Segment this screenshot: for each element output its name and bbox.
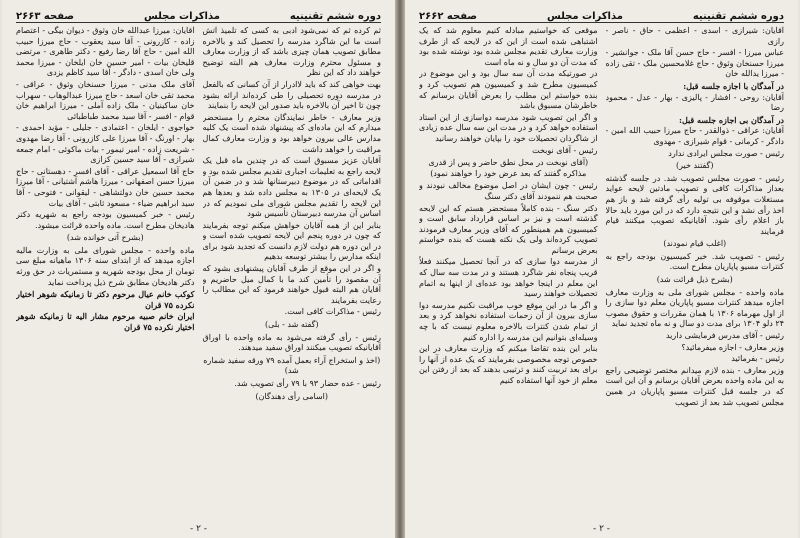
paragraph: رئیس - بفرمائید <box>731 354 784 364</box>
paragraph: آقایان: روحی - افشار - پالیزی - بهار - عدل - محمود رضا <box>605 92 784 113</box>
paragraph: بنابر این از همه آقایان خواهش میکنم توجه بفرمایند که چون در دوره پنجم این لایحه تصویب شده است و در این دوره هم دولت لازم دانست که تجدید شود برای اینکه مدارس را بیشتر توسعه بدهیم <box>202 220 381 262</box>
right-running-title: مذاکرات مجلس <box>546 11 623 22</box>
paragraph: ثم کرده ثم که نمی‌شود ادبی به کسی که تلمیذ آتش است ما این شاگرد مدرسه را تحصیل کند و بالاخره مطابق تصویب همان چیزی باشد که از وزارت معارف و مسئول محترم وزارت معارف هم البته توضیح خواهند داد که این نظر <box>202 26 381 78</box>
paragraph: موقعی که خواستیم مبادله کنیم معلوم شد که یک اشتباهی شده است از این که در لایحه که از طرف وزارت معارف تقدیم مجلس شده بود نوشته شده بود که مدت آن دو سال و نه ماه است <box>419 26 598 67</box>
paragraph: کوکب خانم عیال مرحوم دکتر تا زمانیکه شوهر اختیار نکرده ۷۵ قران <box>16 289 195 310</box>
right-folio: - ۲ - <box>592 524 611 534</box>
paragraph: وزیر معارف - اجازه میفرمائید؟ <box>681 342 784 352</box>
paragraph: رئیس - مذاکرات کافی است. <box>284 307 381 317</box>
right-page-left-column <box>419 26 598 520</box>
paragraph: رئیس - تصویب شد. خبر کمیسیون بودجه راجع به کنترات مسیو پاپاریان مطرح است. <box>605 251 784 272</box>
book-gutter <box>395 0 405 538</box>
left-page-columns <box>16 26 381 520</box>
paragraph: رئیس - خبر کمیسیون بودجه راجع به شهریه دکتر هادیخان مطرح است. ماده واحده قرائت میشود. <box>16 210 195 230</box>
paragraph: آقایان عزیز مسبوق است که در چندین ماه قبل یک لایحه راجع به تعلیمات اجباری تقدیم مجلس شده بود و اقداماتی که در موضوع دبیرستانها شد و در ضمن آن یک لایحه‌ای در ۱۳۰۵ به مجلس داده شد و بعدها هم این لایحه را تقدیم مجلس شورای ملی نمودیم که در اساس آن مدرسه دبیرستان تأسیس شود <box>202 156 381 219</box>
paragraph: ماده واحده - مجلس شورای ملی به وزارت مالیه اجازه میدهد که از ابتدای سنه ۱۳۰۶ ماهیانه مبلغ سی تومان از محل بودجه شهریه و مستمریات در حق ورثه دکتر هادیخان مطابق شرح ذیل پرداخت نماید <box>16 245 195 287</box>
left-running-title: مذاکرات مجلس <box>143 11 220 22</box>
paragraph: رئیس - رأی گرفته می‌شود به ماده واحده با اوراق آقایانیکه تصویب میکنند اوراق سفید میدهند. <box>202 332 381 353</box>
paragraph: عباس میرزا - افسر - حاج حسن آقا ملک - جوانشیر - میرزا حسنخان وثوق - حاج غلامحسین ملک - تقی زاده - میرزا یدالله خان <box>605 48 784 79</box>
paragraph: حاج آقا اسمعیل عراقی - آقای افسر - دهستانی - حاج میرزا حسن اصفهانی - میرزا هاشم آشتیانی - آقا میرزا محمد حسین خان دولتشاهی - لیقوانی - فتوحی - آقا سید ابراهیم ضیاء - مسعود ثابتی - آقای بیات <box>16 166 195 208</box>
left-page-right-column <box>203 26 382 520</box>
paragraph: آقایان: عراقی - ذوالقدر - حاج میرزا حبیب الله امین - دادگر - کرمانی - قوام شیرازی - مهدوی <box>605 126 784 146</box>
paragraph: و اگر در این موقع از طرف آقایان پیشنهادی بشود که آن مقصود را تأمین کند ما با کمال میل حاضریم و آقایان هم البته قبول خواهند فرمود که این مطالب را رعایت بفرمایند <box>202 264 381 305</box>
paragraph: و اگر این تصویب شود مدرسه دواسازی از این استاد استفاده خواهد کرد و در مدت این سه سال عده زیادی از شاگردان تحصیلات خود را بپایان خواهند رسانید <box>419 112 598 143</box>
left-session-label: دوره ششم تقنینیه <box>289 11 381 22</box>
left-page-header <box>16 6 381 23</box>
paragraph: بهت خواهی کند که باید لاادرار از آن کسانی که بالفعل در مدرسه دوره تحصیلی را طی کرده‌اند ارائه بشود چون تا اخیر آن بالاخره باید صدور این لایحه را بنمایند <box>202 79 381 111</box>
paragraph: از مدرسه دوا سازی که در آنجا تحصیل میکنند فعلاً قریب پنجاه نفر شاگرد هستند و در مدت سه سال که این معلم در اینجا خواهد بود عده‌ای از اینها به اتمام تحصیلات خواهند رسید <box>419 257 598 299</box>
paragraph: (بشرح آتی خوانده شد) <box>66 233 144 243</box>
paragraph: ایران خانم صبیه مرحوم مشار الیه تا زمانیکه شوهر اختیار نکرده ۷۵ قران <box>16 311 195 333</box>
paragraph: بنابر این بنده تقاضا میکنم که وزارت معارف در این خصوص توجه مخصوصی بفرمایند که یک عده از آنها را برای بعد تربیت کنند و ترتیبی بدهند که بعد از رفتن این معلم از خود آنها استفاده کنیم <box>419 344 598 385</box>
left-page-left-column <box>16 26 195 520</box>
right-page-right-column <box>606 26 785 520</box>
paragraph: (اغلب قیام نمودند) <box>663 239 727 249</box>
paragraph: وزیر معارف - بنده لازم میدانم مختصر توضیحی راجع به این ماده واحده بعرض آقایان برسانم و آن این است که در جلسه قبل کنترات مسیو پاپاریان در همین مجلس تصویب شد بعد از تصویب <box>605 365 784 407</box>
paragraph: رئیس - چون ایشان در اصل موضوع مخالف نبودند و صحبت هم ننمودند آقای دکتر سنگ <box>419 181 598 201</box>
paragraph: آقایان: شیرازی - اسدی - اعظمی - حاق - ناصر - رازی <box>605 26 784 46</box>
right-page-columns <box>419 26 784 520</box>
paragraph: رئیس - آقای نوبخت <box>532 145 598 155</box>
paragraph: آقایان: میرزا عبدالله خان وثوق - دیوان بیگی - اعتصام زاده - کازرونی - آقا سید یعقوب - حاج میرزا حبیب الله امین - حاج آقا رضا رفیع - دکتر طاهری - مرتضی قلیخان بیات - امیر حسین خان ایلخان - میرزا محمد ولی خان اسدی - دادگر - آقا سید کاظم یزدی <box>16 26 195 78</box>
paragraph: رئیس - صورت مجلس تصویب شد. در جلسه گذشته بعداز مذاکرات کافی و تصویب مادتین لایحه عواید مستغلات موقوفه بی تولیه رأی گرفته شد و باز هم اخذ رأی نشد و این نتیجه دارد که در این مورد باید حالا باز اعلام رأی شود. آقایانیکه تصویب میکنند قیام فرمایند <box>605 173 784 236</box>
paragraph: (اخذ و استخراج آراء بعمل آمده ۷۹ ورقه سفید شماره شد) <box>203 355 381 376</box>
paragraph: آقای ملک مدنی - میرزا حسنخان وثوق - عراقی - محمد تقی خان اسعد - حاج میرزا عبدالوهاب - سهراب خان ساکینیان - ملک زاده آملی - میرزا ابراهیم خان قوام - افسر - آقا سید محمد طباطبائی <box>16 79 195 121</box>
paragraph: رئیس - آقای مدرس فرمایشی دارید <box>665 331 784 341</box>
left-page-number: صفحه ۲۶۶۳ <box>16 11 75 22</box>
paragraph: (گفتند خیر) <box>676 161 714 171</box>
left-page <box>2 0 395 538</box>
paragraph: دکتر سنگ - بنده کاملاً مستحضر هستم که این لایحه گذشته است و نیز بر اساس قرارداد سابق است و کمیسیون هم همینطور که آقای وزیر معارف فرمودند تصویب کرده‌اند ولی یک نکته هست که بنده خواستم بعرض برسانم <box>419 203 598 255</box>
right-session-label: دوره ششم تقنینیه <box>692 11 784 22</box>
paragraph: در آمدگان بی اجازه جلسه قبل: <box>678 114 784 125</box>
paragraph: ماده واحده - مجلس شورای ملی به وزارت معارف اجازه میدهد کنترات مسیو پاپاریان معلم دوا سازی را از اول مهرماه ۱۳۰۶ با همان مقررات و حقوق مصوب ۲۴ دلو ۱۳۰۴ برای مدت دو سال و نه ماه تجدید نماید <box>605 287 784 329</box>
paragraph: (آقای نوبخت در محل نطق حاضر و پس از قدری مذاکره گفتند که بعد عرض خود را خواهند نمود) <box>428 158 589 178</box>
paragraph: در صورتیکه مدت آن سه سال بود و این موضوع در کمیسیون مطرح شد و کمیسیون هم تصویب کرد و بنده خواستم این مطلب را بعرض آقایان برسانم که خاطرشان مسبوق باشد <box>419 69 598 111</box>
paragraph: (بشرح ذیل قرائت شد) <box>656 275 733 285</box>
right-page <box>405 0 798 538</box>
paragraph: و اگر ما در این موقع خوب مراقبت نکنیم مدرسه دوا سازی بیرون از آن زحمات استفاده نخواهد کرد و بعد از تمام شدن کنترات بالاخره معلوم نیست که با چه وسیله‌ای بتوانیم این مدرسه را اداره کنیم <box>419 300 598 342</box>
left-folio: - ۲ - <box>189 524 208 534</box>
paragraph: وزیر معارف - خاطر نمایندگان محترم را مستحضر میدارم که این ماده‌ای که پیشنهاد شده است یک کلیه مدارس عالی بیرون خواهد بود و وزارت معارف کمال مراقبت را خواهد داشت <box>202 112 381 154</box>
paragraph: رئیس - عده حضار ۹۳ با ۷۹ رأی تصویب شد. <box>234 379 381 388</box>
right-page-header <box>419 6 784 23</box>
paragraph: (گفته شد - بلی) <box>264 320 319 330</box>
paragraph: (اسامی رأی دهندگان) <box>255 391 328 401</box>
paragraph: رئیس - صورت مجلس ایرادی ندارد <box>668 148 784 158</box>
right-page-number: صفحه ۲۶۶۲ <box>419 11 478 22</box>
paragraph: خواجوی - ایلخان - اعتمادی - جلیلی - مؤید احمدی - بهار - اورنگ - آقا میرزا علی کازرونی - آقا رضا مهدوی - شریعت زاده - امیر تیمور - بیات ماکوئی - امام جمعه شیرازی - آقا سید حسین کزازی <box>16 123 195 165</box>
paragraph: در آمدگان با اجازه جلسه قبل: <box>683 80 784 91</box>
